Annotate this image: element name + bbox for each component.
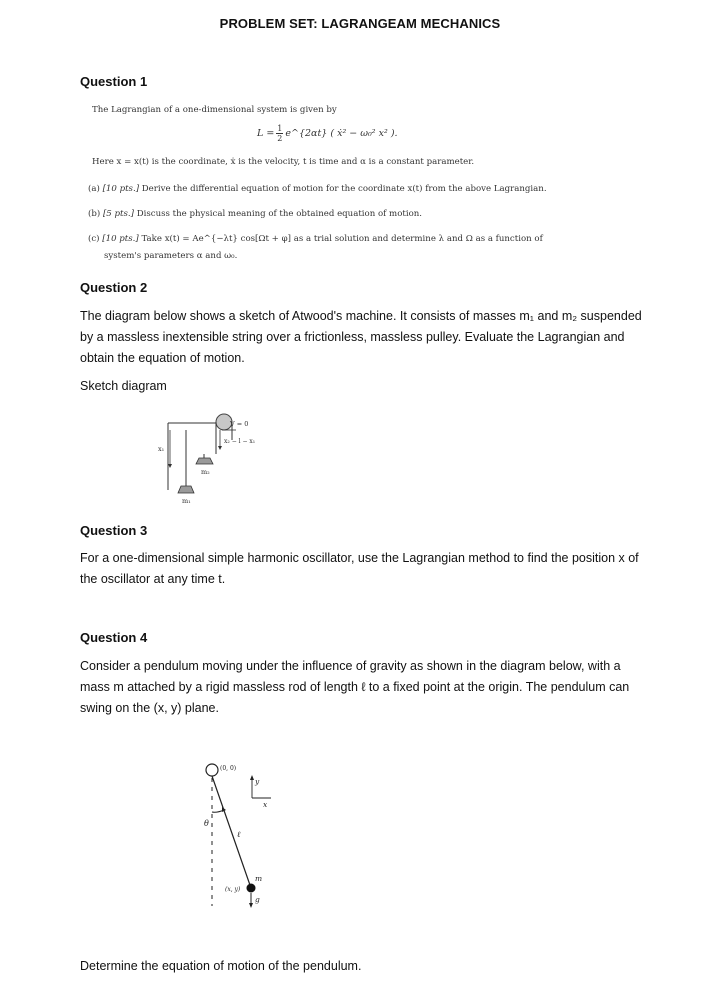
q1-part-b-points: [5 pts.] xyxy=(102,209,134,219)
q1-part-a xyxy=(88,183,547,195)
q1-part-a-text: Derive the differential equation of motion for the coordinate x(t) from the above Lagrangian. xyxy=(141,184,547,194)
pendulum-y-axis-label: y xyxy=(255,777,260,786)
pendulum-diagram xyxy=(195,760,285,910)
q1-formula-numerator: 1 xyxy=(277,124,283,133)
q1-part-c-text: Take x(t) = Ae^{−λt} cos[Ωt + φ] as a trial solution and determine λ and Ω as a function of xyxy=(141,234,543,244)
q4-text: Consider a pendulum moving under the influence of gravity as shown in the diagram below, with a mass m attached by a rigid massless rod of length ℓ to a fixed point at the origin. The pendulum can swing on the (x, y) plane. xyxy=(80,659,630,715)
atwood-x2-arrowhead xyxy=(218,446,222,450)
pendulum-y-axis-arrowhead xyxy=(250,775,254,780)
q1-part-c-points: [10 pts.] xyxy=(102,234,139,244)
question-2-heading: Question 2 xyxy=(80,280,148,295)
pendulum-g-label: g xyxy=(255,895,260,904)
q4-closing-text: Determine the equation of motion of the pendulum. xyxy=(80,959,362,973)
atwood-m2-label: m₂ xyxy=(201,468,210,476)
q1-part-b-text: Discuss the physical meaning of the obtained equation of motion. xyxy=(136,209,423,219)
pendulum-x-axis-label: x xyxy=(263,800,268,809)
pendulum-rod xyxy=(212,776,251,888)
pendulum-position-label: (x, y) xyxy=(225,886,241,893)
q1-formula xyxy=(257,124,398,143)
q1-part-c-tag: (c) xyxy=(88,234,100,244)
atwood-x2-label: x₂ − l − x₁ xyxy=(224,438,256,445)
q1-part-a-tag: (a) xyxy=(88,184,100,194)
question-1-heading: Question 1 xyxy=(80,74,148,89)
q1-formula-fraction xyxy=(276,124,283,143)
q1-part-b-tag: (b) xyxy=(88,209,101,219)
pendulum-mass xyxy=(247,884,256,893)
page-title: PROBLEM SET: LAGRANGEAM MECHANICS xyxy=(219,16,501,31)
atwood-x1-label: x₁ xyxy=(158,445,165,453)
atwood-mass-m1 xyxy=(178,486,194,493)
q1-part-b xyxy=(88,208,422,220)
atwood-m1-label: m₁ xyxy=(182,497,191,505)
pendulum-pivot xyxy=(206,764,218,776)
q1-part-c xyxy=(88,233,543,245)
q2-text: The diagram below shows a sketch of Atwood's machine. It consists of masses m₁ and m₂ suspended by a massless inextensible string over a frictionless, massless pulley. Evaluate the Lagrangian and obtain the equation of motion. xyxy=(80,309,642,365)
q1-formula-denominator: 2 xyxy=(277,134,283,143)
pendulum-theta-label: θ xyxy=(204,819,209,828)
q1-formula-rest: e^{2αt} ( ẋ² − ω₀² x² ). xyxy=(285,127,398,139)
pendulum-length-label: ℓ xyxy=(237,830,241,839)
question-4-heading: Question 4 xyxy=(80,630,148,645)
atwood-x1-arrowhead xyxy=(168,464,172,468)
pendulum-mass-label: m xyxy=(255,874,263,883)
q1-part-c-continuation: system's parameters α and ω₀. xyxy=(104,251,238,261)
pendulum-origin-label: (0, 0) xyxy=(220,765,237,772)
atwood-mass-m2 xyxy=(196,458,213,464)
q2-sketch-label: Sketch diagram xyxy=(80,379,167,393)
q1-definitions: Here x = x(t) is the coordinate, ẋ is the velocity, t is time and α is a constant parameter. xyxy=(92,157,475,167)
atwood-v-label: V = 0 xyxy=(230,420,249,428)
atwood-machine-diagram xyxy=(150,408,280,508)
q1-formula-lhs: L = xyxy=(257,127,275,139)
q1-part-a-points: [10 pts.] xyxy=(102,184,140,194)
question-3-heading: Question 3 xyxy=(80,523,148,538)
q3-text: For a one-dimensional simple harmonic oscillator, use the Lagrangian method to find the position x of the oscillator at any time t. xyxy=(80,551,639,586)
q1-intro: The Lagrangian of a one-dimensional system is given by xyxy=(92,105,337,115)
pendulum-gravity-arrowhead xyxy=(249,903,253,908)
